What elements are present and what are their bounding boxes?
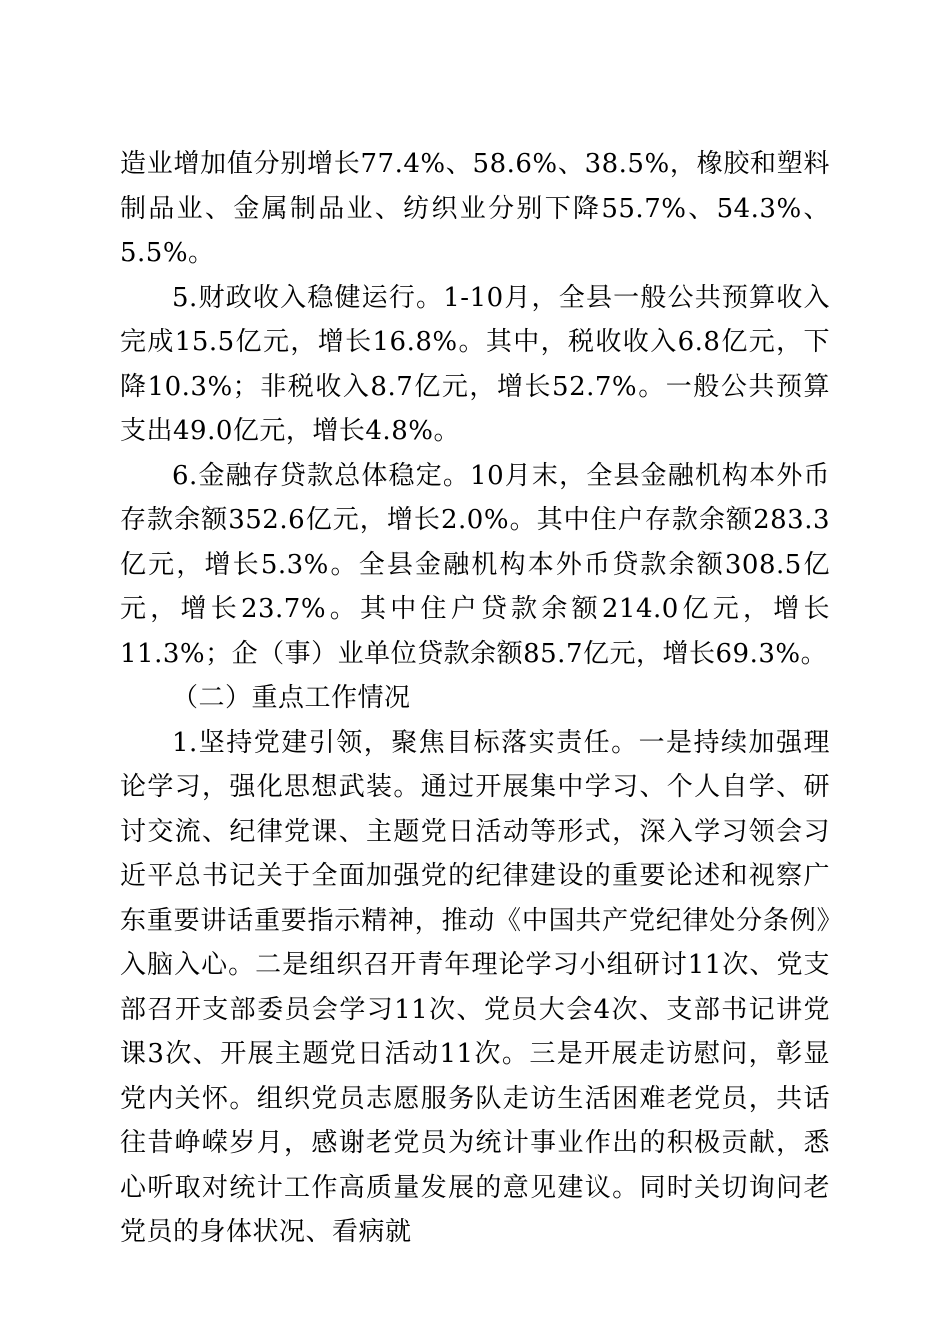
- body-text: [120, 142, 830, 1255]
- paragraph-party-building: 1.坚持党建引领，聚焦目标落实责任。一是持续加强理论学习，强化思想武装。通过开展集中学习、个人自学、研讨交流、纪律党课、主题党日活动等形式，深入学习领会习近平总书记关于全面加强党的纪律建设的重要论述和视察广东重要讲话重要指示精神，推动《中国共产党纪律处分条例》入脑入心。二是组织召开青年理论学习小组研讨11次、党支部召开支部委员会学习11次、党员大会4次、支部书记讲党课3次、开展主题党日活动11次。三是开展走访慰问，彰显党内关怀。组织党员志愿服务队走访生活困难老党员，共话往昔峥嵘岁月，感谢老党员为统计事业作出的积极贡献，悉心听取对统计工作高质量发展的意见建议。同时关切询问老党员的身体状况、看病就: [120, 727, 830, 1247]
- paragraph-financial-deposits-loans: 6.金融存贷款总体稳定。10月末，全县金融机构本外币存款余额352.6亿元，增长2.0%。其中住户存款余额283.3亿元，增长5.3%。全县金融机构本外币贷款余额308.5亿元，增长23.7%。其中住户贷款余额214.0亿元，增长11.3%；企（事）业单位贷款余额85.7亿元，增长69.3%。: [120, 460, 830, 669]
- section-heading: （二）重点工作情况: [172, 683, 411, 713]
- paragraph-industry-continued: 造业增加值分别增长77.4%、58.6%、38.5%，橡胶和塑料制品业、金属制品业、纺织业分别下降55.7%、54.3%、5.5%。: [120, 149, 830, 268]
- paragraph-fiscal-revenue: 5.财政收入稳健运行。1-10月，全县一般公共预算收入完成15.5亿元，增长16.8%。其中，税收收入6.8亿元，下降10.3%；非税收入8.7亿元，增长52.7%。一般公共预算支出49.0亿元，增长4.8%。: [120, 282, 830, 446]
